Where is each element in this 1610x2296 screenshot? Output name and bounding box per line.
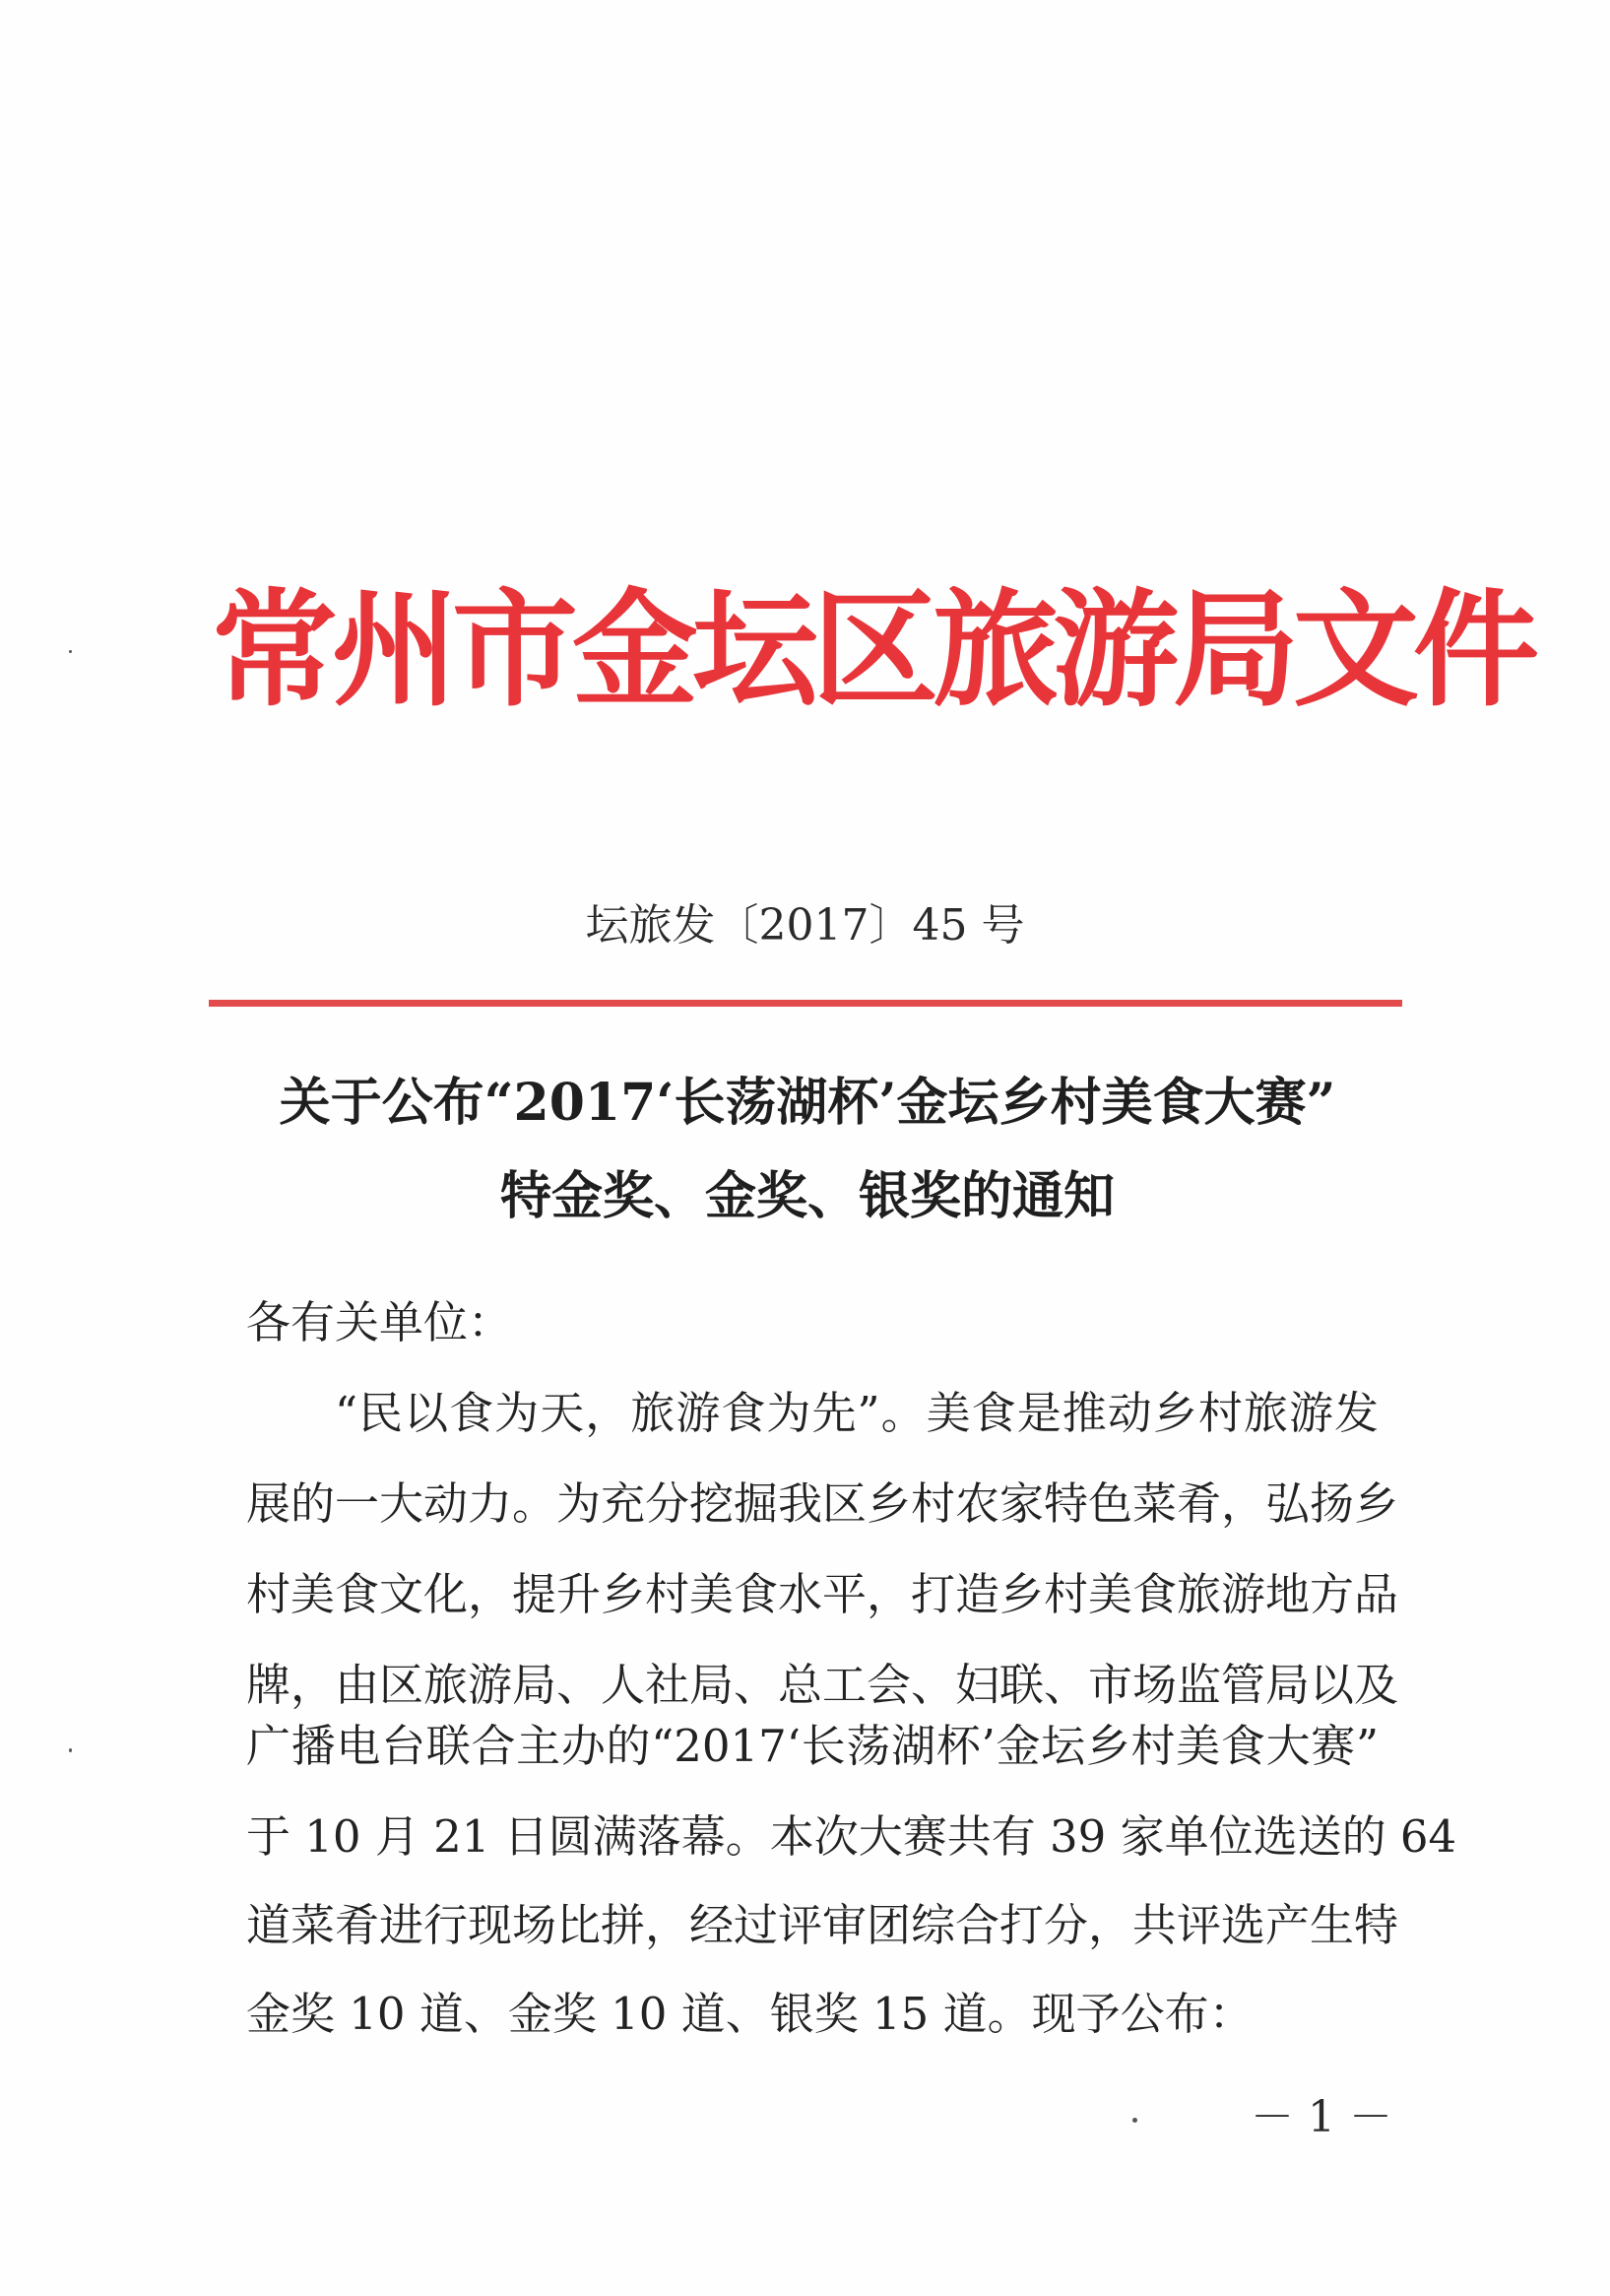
paragraph-line: 广播电台联合主办的“2017‘长荡湖杯’金坛乡村美食大赛” <box>246 1720 1379 1772</box>
paragraph-line: 于 10 月 21 日圆满落幕。本次大赛共有 39 家单位选送的 64 <box>246 1810 1457 1863</box>
red-divider-line <box>209 1000 1402 1007</box>
scan-speck <box>69 650 72 653</box>
notice-title-line-1: 关于公布“2017‘长荡湖杯’金坛乡村美食大赛” <box>279 1073 1336 1133</box>
paragraph-line: 道菜肴进行现场比拼，经过评审团综合打分，共评选产生特 <box>246 1899 1399 1951</box>
document-number: 坛旅发〔2017〕45 号 <box>585 900 1025 951</box>
issuing-authority-title: 常州市金坛区旅游局文件 <box>212 576 1534 724</box>
scan-speck <box>69 1748 72 1752</box>
paragraph-line: “民以食为天，旅游食为先”。美食是推动乡村旅游发 <box>335 1387 1379 1439</box>
page-number: － 1 － <box>1251 2092 1392 2142</box>
scan-speck <box>1132 2118 1137 2123</box>
paragraph-line: 村美食文化，提升乡村美食水平，打造乡村美食旅游地方品 <box>246 1568 1399 1620</box>
paragraph-line: 展的一大动力。为充分挖掘我区乡村农家特色菜肴，弘扬乡 <box>246 1477 1399 1530</box>
notice-title-line-2: 特金奖、金奖、银奖的通知 <box>499 1166 1115 1226</box>
paragraph-line: 牌，由区旅游局、人社局、总工会、妇联、市场监管局以及 <box>246 1659 1399 1711</box>
salutation: 各有关单位： <box>246 1296 513 1348</box>
paragraph-line: 金奖 10 道、金奖 10 道、银奖 15 道。现予公布： <box>246 1988 1254 2040</box>
